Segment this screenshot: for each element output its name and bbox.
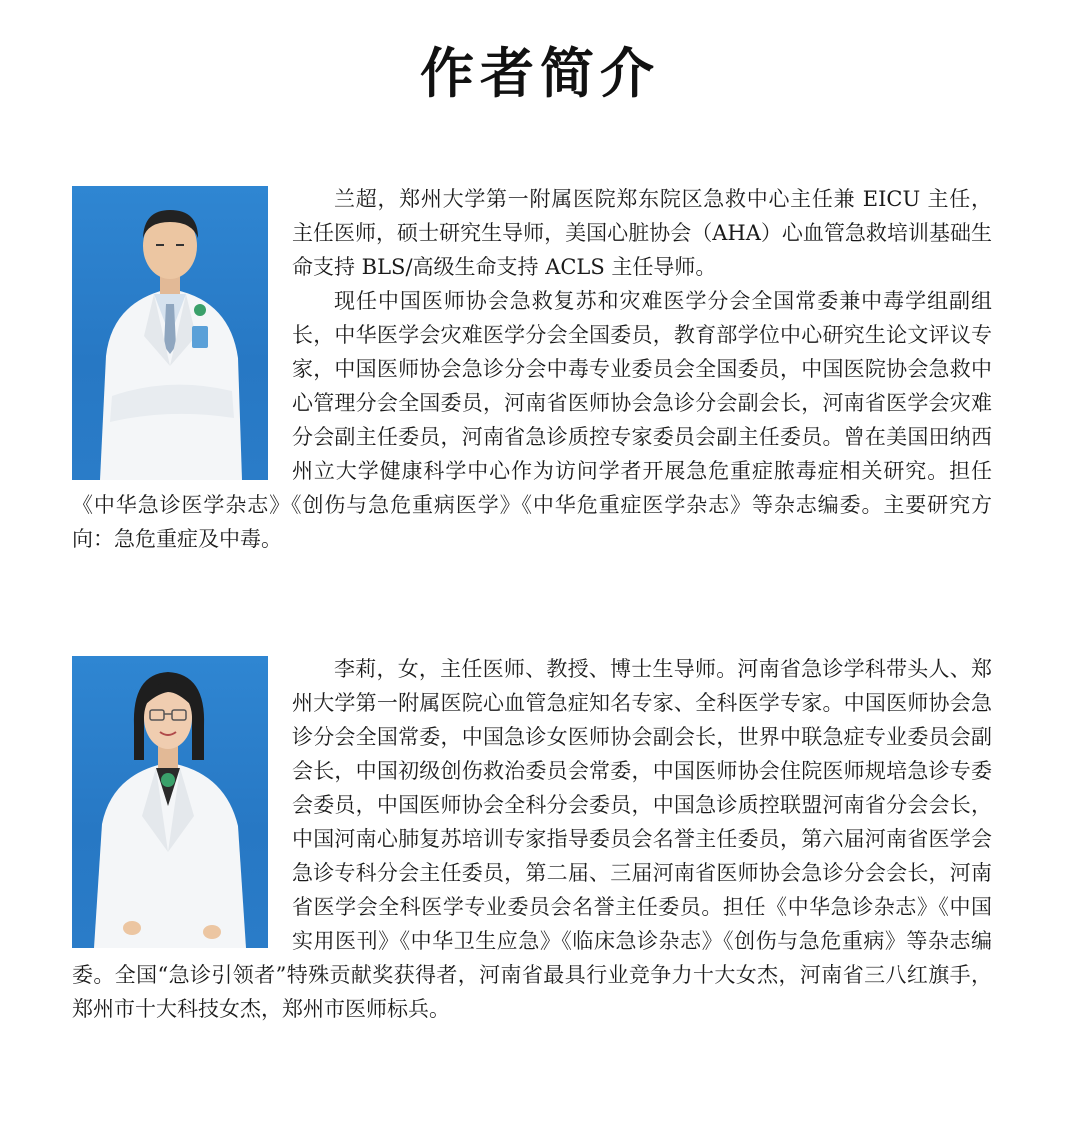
author-photo-female-doctor <box>72 656 268 948</box>
doctor-portrait-icon <box>72 186 268 480</box>
bio-paragraph: 李莉，女，主任医师、教授、博士生导师。河南省急诊学科带头人、郑州大学第一附属医院心血管急症知名专家、全科医学专家。中国医师协会急诊分会全国常委，中国急诊女医师协会副会长，世界中联急症专业委员会副会长，中国初级创伤救治委员会常委，中国医师协会住院医师规培急诊专委会委员，中国医师协会全科分会委员，中国急诊质控联盟河南省分会会长，中国河南心肺复苏培训专家指导委员会名誉主任委员，第六届河南省医学会急诊专科分会主任委员，第二届、三届河南省医师协会急诊分会会长，河南省医学会全科医学专业委员会名誉主任委员。担任《中华急诊杂志》《中国实用医刊》《中华卫生应急》《临床急诊杂志》《创伤与急危重病》等杂志编委。全国“急诊引领者”特殊贡献奖获得者，河南省最具行业竞争力十大女杰，河南省三八红旗手，郑州市十大科技女杰，郑州市医师标兵。 <box>72 657 992 1021</box>
bio-paragraph: 兰超，郑州大学第一附属医院郑东院区急救中心主任兼 EICU 主任，主任医师，硕士研究生导师，美国心脏协会（AHA）心血管急救培训基础生命支持 BLS/高级生命支持 ACLS 主任导师。 <box>292 187 992 279</box>
author-bio-lan-chao <box>72 182 992 556</box>
doctor-portrait-icon <box>72 656 268 948</box>
bio-paragraph: 现任中国医师协会急救复苏和灾难医学分会全国常委兼中毒学组副组长，中华医学会灾难医学分会全国委员，教育部学位中心研究生论文评议专家，中国医师协会急诊分会中毒专业委员会全国委员，中国医院协会急救中心管理分会全国委员，河南省医师协会急诊分会副会长，河南省医学会灾难分会副主任委员，河南省急诊质控专家委员会副主任委员。曾在美国田纳西州立大学健康科学中心作为访问学者开展急危重症脓毒症相关研究。担任《中华急诊医学杂志》《创伤与急危重病医学》《中华危重症医学杂志》等杂志编委。主要研究方向：急危重症及中毒。 <box>72 289 992 551</box>
page-title: 作者简介 <box>420 41 660 105</box>
author-bio-li-li <box>72 652 992 1026</box>
author-photo-male-doctor <box>72 186 268 480</box>
